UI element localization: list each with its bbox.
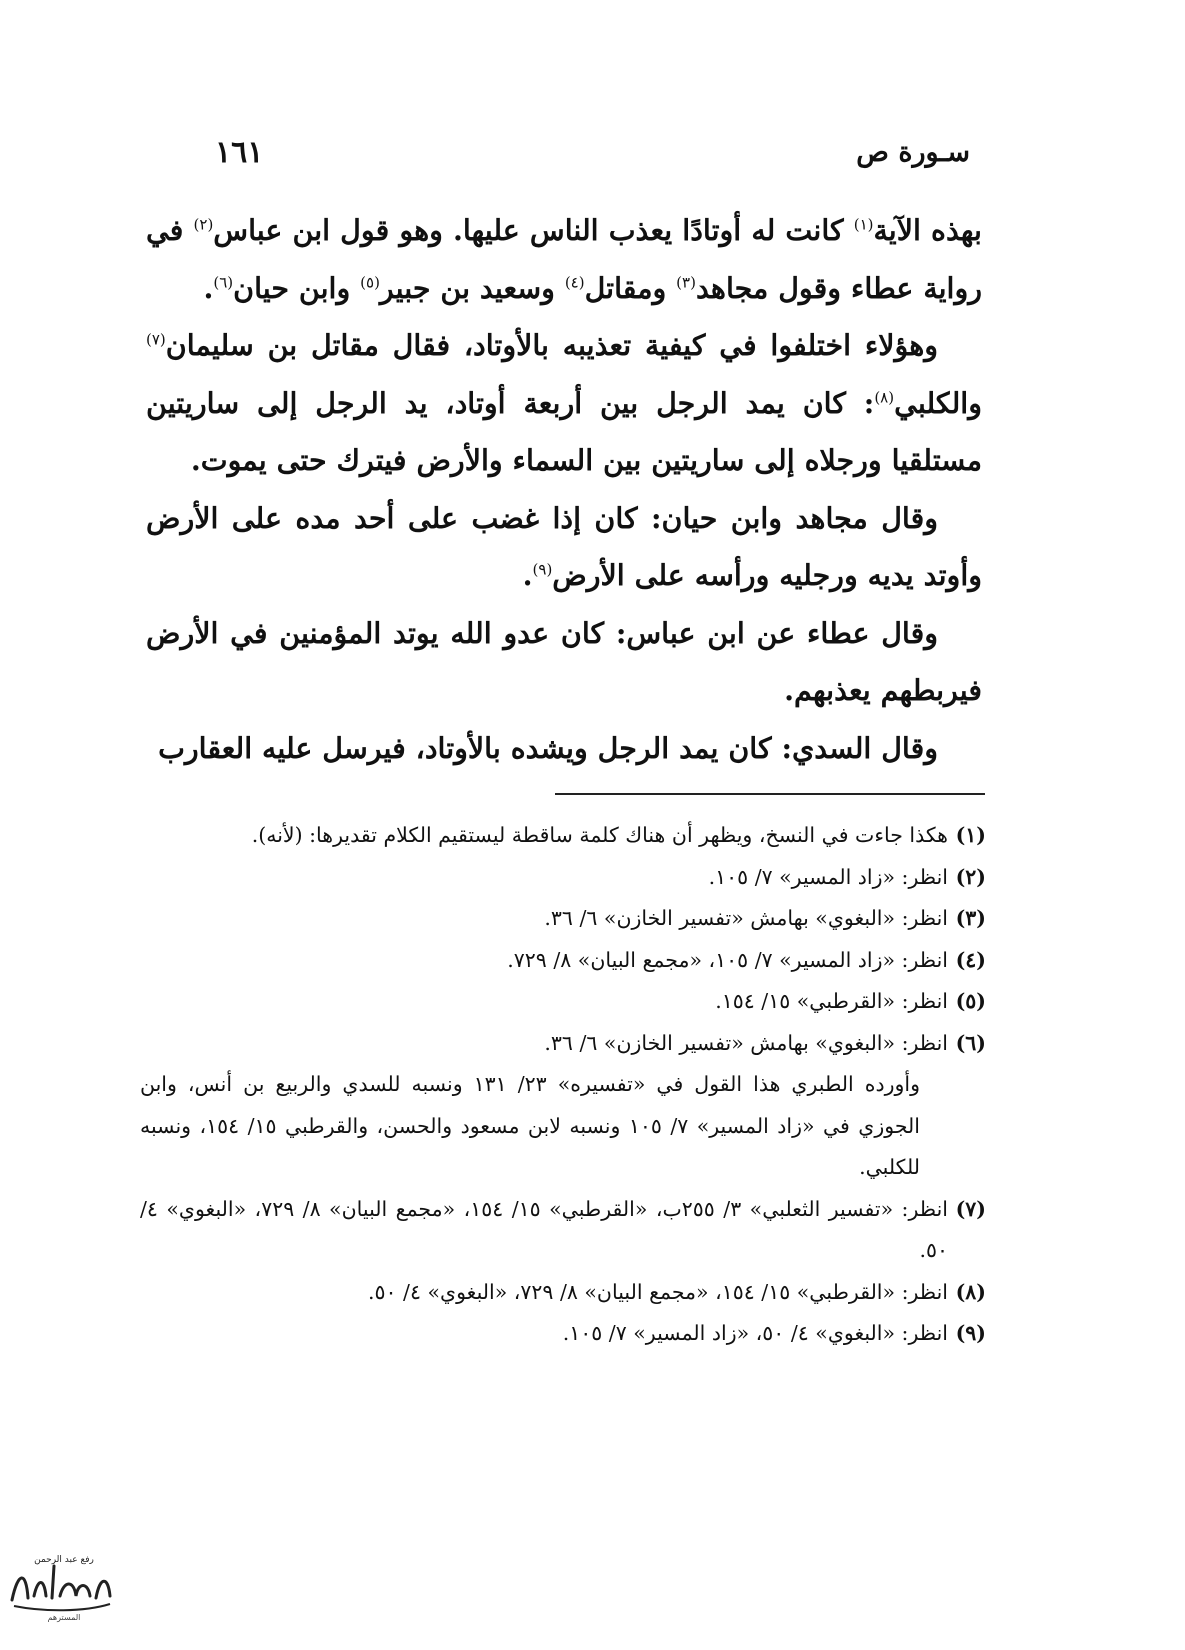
footnote-5 xyxy=(140,981,986,1023)
paragraph-1 xyxy=(146,202,982,317)
footnote-ref: (٥) xyxy=(360,273,380,291)
footnote-number: (٦) xyxy=(955,1030,986,1055)
footnote-6-continuation: وأورده الطبري هذا القول في «تفسيره» ٢٣/ ١٣١ ونسبه للسدي والربيع بن أنس، وابن الجوزي في «زاد المسير» ٧/ ١٠٥ ونسبه لابن مسعود والحسن، والقرطبي ١٥/ ١٥٤، ونسبه للكلبي. xyxy=(140,1072,920,1179)
footnote-6 xyxy=(140,1023,986,1065)
footnote-ref: (٣) xyxy=(676,273,696,291)
footnote-number: (٧) xyxy=(955,1196,986,1221)
text-run: كانت له أوتادًا يعذب الناس عليها. وهو قول ابن عباس xyxy=(213,213,854,247)
footnote-3 xyxy=(140,898,986,940)
text-run: بهذه الآية xyxy=(873,213,982,247)
footnote-number: (٥) xyxy=(955,989,986,1013)
footnote-4 xyxy=(140,940,986,982)
footnote-divider xyxy=(555,793,985,795)
page-number: ١٦١ xyxy=(215,134,264,170)
footnote-ref: (٩) xyxy=(532,560,553,579)
text-run: وابن حيان xyxy=(233,270,361,305)
footnote-7 xyxy=(140,1189,986,1272)
footnote-number: (٤) xyxy=(955,947,986,972)
paragraph-2 xyxy=(146,317,982,490)
footnote-1 xyxy=(140,815,986,857)
footnote-ref: (٤) xyxy=(564,273,585,291)
paragraph-5: وقال السدي: كان يمد الرجل ويشده بالأوتاد، فيرسل عليه العقارب xyxy=(158,730,938,765)
footnote-ref: (٦) xyxy=(213,273,234,291)
footnote-2 xyxy=(140,857,986,899)
footnote-text: انظر: «زاد المسير» ٧/ ١٠٥. xyxy=(708,864,948,889)
footnote-ref: (٨) xyxy=(874,388,895,406)
footnote-number: (٣) xyxy=(955,906,986,930)
footnote-text: انظر: «البغوي» ٤/ ٥٠، «زاد المسير» ٧/ ١٠٥. xyxy=(562,1321,948,1345)
text-run: . xyxy=(522,558,533,592)
footnote-text: هكذا جاءت في النسخ، ويظهر أن هناك كلمة ساقطة ليستقيم الكلام تقديرها: (لأنه). xyxy=(251,823,948,847)
footnote-number: (٢) xyxy=(955,864,986,889)
footnote-number: (١) xyxy=(955,823,986,847)
footnote-number: (٨) xyxy=(955,1279,986,1304)
text-run: والكلبي xyxy=(894,385,982,420)
surah-title: سـورة ص xyxy=(856,136,970,168)
footnote-8 xyxy=(140,1272,986,1314)
footnote-number: (٩) xyxy=(955,1321,986,1345)
footnote-text: انظر: «زاد المسير» ٧/ ١٠٥، «مجمع البيان» ٨/ ٧٢٩. xyxy=(507,947,948,972)
calligraphy-watermark-logo xyxy=(4,1552,116,1624)
text-run: وهؤلاء اختلفوا في كيفية تعذيبه بالأوتاد، فقال مقاتل بن سليمان xyxy=(165,328,938,362)
footnote-text: انظر: «القرطبي» ١٥/ ١٥٤، «مجمع البيان» ٨/ ٧٢٩، «البغوي» ٤/ ٥٠. xyxy=(367,1279,948,1304)
text-run: ومقاتل xyxy=(584,270,677,305)
text-run: . xyxy=(203,270,214,305)
main-text xyxy=(146,202,982,777)
footnote-ref: (١) xyxy=(853,215,874,234)
footnote-text: انظر: «البغوي» بهامش «تفسير الخازن» ٦/ ٣٦. xyxy=(544,1030,948,1055)
text-run: : كان يمد الرجل بين أربعة أوتاد، يد الرجل إلى ساريتين مستلقيا ورجلاه إلى ساريتين بين السماء والأرض فيترك حتى يموت. xyxy=(146,385,982,477)
text-run: في رواية عطاء وقول مجاهد xyxy=(146,213,982,305)
footnotes xyxy=(140,815,986,1355)
running-header xyxy=(215,128,970,176)
text-run: وسعيد بن جبير xyxy=(379,270,565,305)
footnote-ref: (٢) xyxy=(193,215,214,234)
footnote-ref: (٧) xyxy=(146,330,166,349)
footnote-text: انظر: «القرطبي» ١٥/ ١٥٤. xyxy=(715,989,948,1013)
watermark-text: المسترهم xyxy=(47,1613,81,1622)
paragraph-4: وقال عطاء عن ابن عباس: كان عدو الله يوتد المؤمنين في الأرض فيربطهم يعذبهم. xyxy=(146,615,982,707)
footnote-9 xyxy=(140,1313,986,1355)
footnote-text: انظر: «تفسير الثعلبي» ٣/ ٢٥٥ب، «القرطبي» ١٥/ ١٥٤، «مجمع البيان» ٨/ ٧٢٩، «البغوي» ٤/ ٥٠. xyxy=(140,1196,948,1262)
watermark-subtext: رفع عبد الرحمن xyxy=(34,1555,94,1565)
text-run: وقال مجاهد وابن حيان: كان إذا غضب على أحد مده على الأرض وأوتد يديه ورجليه ورأسه على الأرض xyxy=(146,500,982,592)
footnote-text: انظر: «البغوي» بهامش «تفسير الخازن» ٦/ ٣٦. xyxy=(544,906,948,930)
paragraph-3 xyxy=(146,490,982,605)
